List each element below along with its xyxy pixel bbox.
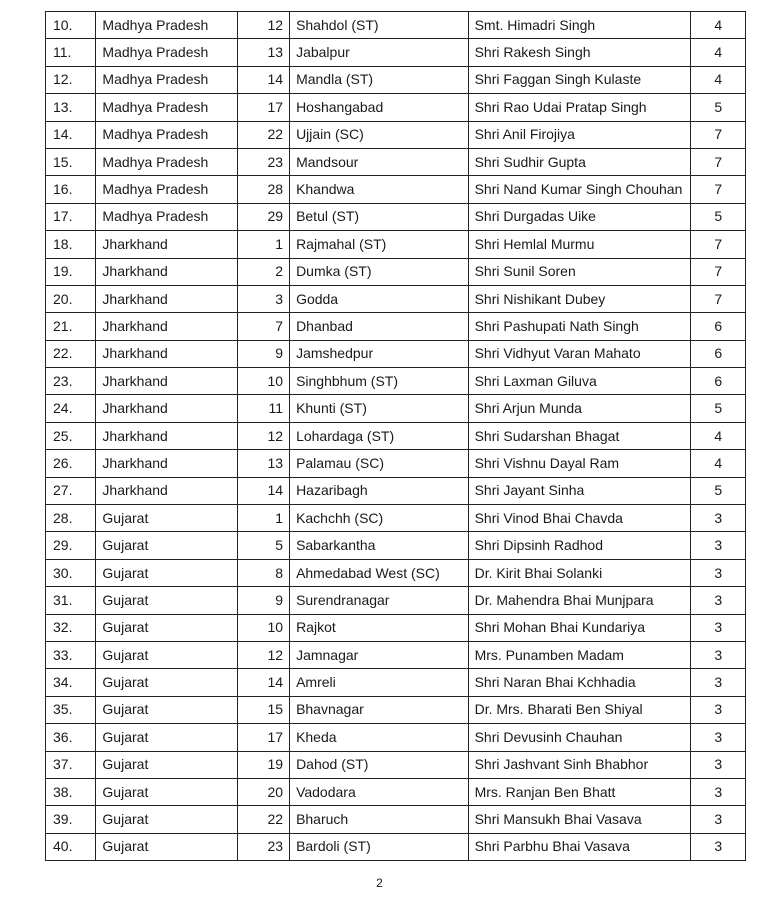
state-cell: Jharkhand (96, 368, 237, 395)
members-table (45, 11, 746, 861)
serial-number-cell: 29. (46, 532, 96, 559)
state-cell: Gujarat (96, 641, 237, 668)
constituency-cell: Jamnagar (290, 641, 469, 668)
member-name-cell: Shri Naran Bhai Kchhadia (468, 669, 691, 696)
constituency-cell: Surendranagar (290, 587, 469, 614)
serial-number-cell: 12. (46, 66, 96, 93)
table-row (46, 258, 746, 285)
state-cell: Gujarat (96, 778, 237, 805)
page-number: 2 (376, 876, 383, 890)
member-name-cell: Shri Rao Udai Pratap Singh (468, 94, 691, 121)
count-cell: 3 (691, 614, 746, 641)
count-cell: 7 (691, 231, 746, 258)
constituency-cell: Amreli (290, 669, 469, 696)
serial-number-cell: 15. (46, 148, 96, 175)
constituency-number-cell: 23 (237, 148, 289, 175)
table-row (46, 477, 746, 504)
count-cell: 7 (691, 258, 746, 285)
constituency-number-cell: 13 (237, 39, 289, 66)
count-cell: 4 (691, 422, 746, 449)
member-name-cell: Shri Vidhyut Varan Mahato (468, 340, 691, 367)
serial-number-cell: 14. (46, 121, 96, 148)
constituency-number-cell: 12 (237, 12, 289, 39)
state-cell: Madhya Pradesh (96, 203, 237, 230)
constituency-cell: Ujjain (SC) (290, 121, 469, 148)
serial-number-cell: 21. (46, 313, 96, 340)
serial-number-cell: 18. (46, 231, 96, 258)
table-row (46, 203, 746, 230)
table-row (46, 285, 746, 312)
count-cell: 5 (691, 395, 746, 422)
state-cell: Jharkhand (96, 258, 237, 285)
constituency-number-cell: 15 (237, 696, 289, 723)
table-row (46, 66, 746, 93)
count-cell: 3 (691, 532, 746, 559)
constituency-cell: Dhanbad (290, 313, 469, 340)
table-row (46, 696, 746, 723)
member-name-cell: Shri Sunil Soren (468, 258, 691, 285)
serial-number-cell: 35. (46, 696, 96, 723)
state-cell: Gujarat (96, 614, 237, 641)
state-cell: Gujarat (96, 587, 237, 614)
member-name-cell: Shri Dipsinh Radhod (468, 532, 691, 559)
table-row (46, 148, 746, 175)
serial-number-cell: 19. (46, 258, 96, 285)
state-cell: Gujarat (96, 532, 237, 559)
count-cell: 3 (691, 641, 746, 668)
member-name-cell: Shri Sudhir Gupta (468, 148, 691, 175)
constituency-cell: Mandla (ST) (290, 66, 469, 93)
constituency-number-cell: 17 (237, 94, 289, 121)
serial-number-cell: 23. (46, 368, 96, 395)
serial-number-cell: 17. (46, 203, 96, 230)
table-row (46, 94, 746, 121)
constituency-number-cell: 1 (237, 505, 289, 532)
member-name-cell: Shri Pashupati Nath Singh (468, 313, 691, 340)
member-name-cell: Shri Mohan Bhai Kundariya (468, 614, 691, 641)
member-name-cell: Shri Jashvant Sinh Bhabhor (468, 751, 691, 778)
count-cell: 4 (691, 66, 746, 93)
constituency-cell: Jabalpur (290, 39, 469, 66)
count-cell: 3 (691, 778, 746, 805)
state-cell: Gujarat (96, 806, 237, 833)
serial-number-cell: 31. (46, 587, 96, 614)
table-row (46, 176, 746, 203)
constituency-number-cell: 19 (237, 751, 289, 778)
state-cell: Gujarat (96, 833, 237, 860)
constituency-number-cell: 28 (237, 176, 289, 203)
count-cell: 3 (691, 559, 746, 586)
state-cell: Gujarat (96, 696, 237, 723)
table-row (46, 751, 746, 778)
member-name-cell: Mrs. Punamben Madam (468, 641, 691, 668)
serial-number-cell: 39. (46, 806, 96, 833)
state-cell: Madhya Pradesh (96, 66, 237, 93)
constituency-cell: Hoshangabad (290, 94, 469, 121)
table-row (46, 614, 746, 641)
serial-number-cell: 30. (46, 559, 96, 586)
constituency-number-cell: 9 (237, 340, 289, 367)
table-row (46, 231, 746, 258)
constituency-number-cell: 23 (237, 833, 289, 860)
constituency-cell: Jamshedpur (290, 340, 469, 367)
constituency-cell: Betul (ST) (290, 203, 469, 230)
constituency-cell: Khunti (ST) (290, 395, 469, 422)
count-cell: 7 (691, 148, 746, 175)
state-cell: Gujarat (96, 669, 237, 696)
state-cell: Madhya Pradesh (96, 121, 237, 148)
serial-number-cell: 33. (46, 641, 96, 668)
table-row (46, 778, 746, 805)
state-cell: Gujarat (96, 751, 237, 778)
count-cell: 4 (691, 12, 746, 39)
constituency-cell: Kachchh (SC) (290, 505, 469, 532)
member-name-cell: Shri Nand Kumar Singh Chouhan (468, 176, 691, 203)
member-name-cell: Dr. Kirit Bhai Solanki (468, 559, 691, 586)
table-row (46, 559, 746, 586)
constituency-cell: Bhavnagar (290, 696, 469, 723)
constituency-cell: Godda (290, 285, 469, 312)
constituency-number-cell: 13 (237, 450, 289, 477)
member-name-cell: Shri Laxman Giluva (468, 368, 691, 395)
constituency-number-cell: 10 (237, 368, 289, 395)
table-row (46, 505, 746, 532)
count-cell: 5 (691, 94, 746, 121)
constituency-cell: Sabarkantha (290, 532, 469, 559)
table-row (46, 313, 746, 340)
count-cell: 5 (691, 203, 746, 230)
state-cell: Jharkhand (96, 422, 237, 449)
constituency-number-cell: 5 (237, 532, 289, 559)
constituency-number-cell: 2 (237, 258, 289, 285)
serial-number-cell: 32. (46, 614, 96, 641)
serial-number-cell: 16. (46, 176, 96, 203)
state-cell: Gujarat (96, 559, 237, 586)
state-cell: Jharkhand (96, 231, 237, 258)
constituency-cell: Khandwa (290, 176, 469, 203)
table-row (46, 641, 746, 668)
constituency-number-cell: 12 (237, 641, 289, 668)
constituency-number-cell: 11 (237, 395, 289, 422)
constituency-cell: Bardoli (ST) (290, 833, 469, 860)
state-cell: Madhya Pradesh (96, 39, 237, 66)
members-table-body (46, 12, 746, 861)
constituency-number-cell: 14 (237, 477, 289, 504)
count-cell: 4 (691, 39, 746, 66)
member-name-cell: Shri Rakesh Singh (468, 39, 691, 66)
constituency-number-cell: 9 (237, 587, 289, 614)
serial-number-cell: 40. (46, 833, 96, 860)
member-name-cell: Shri Durgadas Uike (468, 203, 691, 230)
member-name-cell: Shri Sudarshan Bhagat (468, 422, 691, 449)
member-name-cell: Smt. Himadri Singh (468, 12, 691, 39)
constituency-number-cell: 29 (237, 203, 289, 230)
constituency-number-cell: 20 (237, 778, 289, 805)
constituency-number-cell: 12 (237, 422, 289, 449)
constituency-cell: Bharuch (290, 806, 469, 833)
constituency-number-cell: 3 (237, 285, 289, 312)
count-cell: 6 (691, 368, 746, 395)
serial-number-cell: 22. (46, 340, 96, 367)
serial-number-cell: 20. (46, 285, 96, 312)
count-cell: 3 (691, 751, 746, 778)
serial-number-cell: 26. (46, 450, 96, 477)
state-cell: Jharkhand (96, 477, 237, 504)
constituency-cell: Dahod (ST) (290, 751, 469, 778)
member-name-cell: Shri Vishnu Dayal Ram (468, 450, 691, 477)
constituency-number-cell: 17 (237, 724, 289, 751)
count-cell: 6 (691, 340, 746, 367)
member-name-cell: Shri Faggan Singh Kulaste (468, 66, 691, 93)
constituency-number-cell: 22 (237, 806, 289, 833)
member-name-cell: Shri Jayant Sinha (468, 477, 691, 504)
table-row (46, 340, 746, 367)
count-cell: 7 (691, 285, 746, 312)
serial-number-cell: 13. (46, 94, 96, 121)
state-cell: Jharkhand (96, 395, 237, 422)
table-row (46, 724, 746, 751)
constituency-cell: Kheda (290, 724, 469, 751)
serial-number-cell: 37. (46, 751, 96, 778)
serial-number-cell: 34. (46, 669, 96, 696)
constituency-cell: Lohardaga (ST) (290, 422, 469, 449)
constituency-number-cell: 22 (237, 121, 289, 148)
count-cell: 4 (691, 450, 746, 477)
table-row (46, 422, 746, 449)
state-cell: Jharkhand (96, 340, 237, 367)
constituency-number-cell: 14 (237, 66, 289, 93)
member-name-cell: Dr. Mrs. Bharati Ben Shiyal (468, 696, 691, 723)
table-row (46, 532, 746, 559)
serial-number-cell: 36. (46, 724, 96, 751)
state-cell: Madhya Pradesh (96, 148, 237, 175)
table-row (46, 587, 746, 614)
constituency-cell: Mandsour (290, 148, 469, 175)
constituency-number-cell: 14 (237, 669, 289, 696)
count-cell: 5 (691, 477, 746, 504)
table-row (46, 806, 746, 833)
serial-number-cell: 27. (46, 477, 96, 504)
state-cell: Madhya Pradesh (96, 12, 237, 39)
constituency-number-cell: 7 (237, 313, 289, 340)
constituency-number-cell: 1 (237, 231, 289, 258)
constituency-cell: Hazaribagh (290, 477, 469, 504)
table-row (46, 450, 746, 477)
constituency-cell: Vadodara (290, 778, 469, 805)
count-cell: 6 (691, 313, 746, 340)
constituency-cell: Ahmedabad West (SC) (290, 559, 469, 586)
count-cell: 3 (691, 505, 746, 532)
serial-number-cell: 38. (46, 778, 96, 805)
state-cell: Jharkhand (96, 285, 237, 312)
constituency-cell: Rajkot (290, 614, 469, 641)
table-row (46, 395, 746, 422)
constituency-cell: Palamau (SC) (290, 450, 469, 477)
constituency-number-cell: 10 (237, 614, 289, 641)
member-name-cell: Shri Parbhu Bhai Vasava (468, 833, 691, 860)
count-cell: 7 (691, 121, 746, 148)
member-name-cell: Dr. Mahendra Bhai Munjpara (468, 587, 691, 614)
member-name-cell: Shri Arjun Munda (468, 395, 691, 422)
table-row (46, 833, 746, 860)
member-name-cell: Shri Vinod Bhai Chavda (468, 505, 691, 532)
state-cell: Jharkhand (96, 450, 237, 477)
state-cell: Gujarat (96, 505, 237, 532)
count-cell: 3 (691, 696, 746, 723)
count-cell: 3 (691, 724, 746, 751)
state-cell: Jharkhand (96, 313, 237, 340)
member-name-cell: Shri Devusinh Chauhan (468, 724, 691, 751)
table-row (46, 39, 746, 66)
constituency-cell: Singhbhum (ST) (290, 368, 469, 395)
count-cell: 7 (691, 176, 746, 203)
constituency-number-cell: 8 (237, 559, 289, 586)
state-cell: Madhya Pradesh (96, 176, 237, 203)
serial-number-cell: 24. (46, 395, 96, 422)
member-name-cell: Shri Hemlal Murmu (468, 231, 691, 258)
table-row (46, 121, 746, 148)
constituency-cell: Rajmahal (ST) (290, 231, 469, 258)
serial-number-cell: 25. (46, 422, 96, 449)
serial-number-cell: 10. (46, 12, 96, 39)
constituency-cell: Dumka (ST) (290, 258, 469, 285)
count-cell: 3 (691, 669, 746, 696)
table-row (46, 12, 746, 39)
count-cell: 3 (691, 806, 746, 833)
constituency-cell: Shahdol (ST) (290, 12, 469, 39)
member-name-cell: Mrs. Ranjan Ben Bhatt (468, 778, 691, 805)
state-cell: Madhya Pradesh (96, 94, 237, 121)
serial-number-cell: 28. (46, 505, 96, 532)
member-name-cell: Shri Mansukh Bhai Vasava (468, 806, 691, 833)
member-name-cell: Shri Nishikant Dubey (468, 285, 691, 312)
state-cell: Gujarat (96, 724, 237, 751)
count-cell: 3 (691, 833, 746, 860)
table-row (46, 669, 746, 696)
serial-number-cell: 11. (46, 39, 96, 66)
table-row (46, 368, 746, 395)
count-cell: 3 (691, 587, 746, 614)
member-name-cell: Shri Anil Firojiya (468, 121, 691, 148)
